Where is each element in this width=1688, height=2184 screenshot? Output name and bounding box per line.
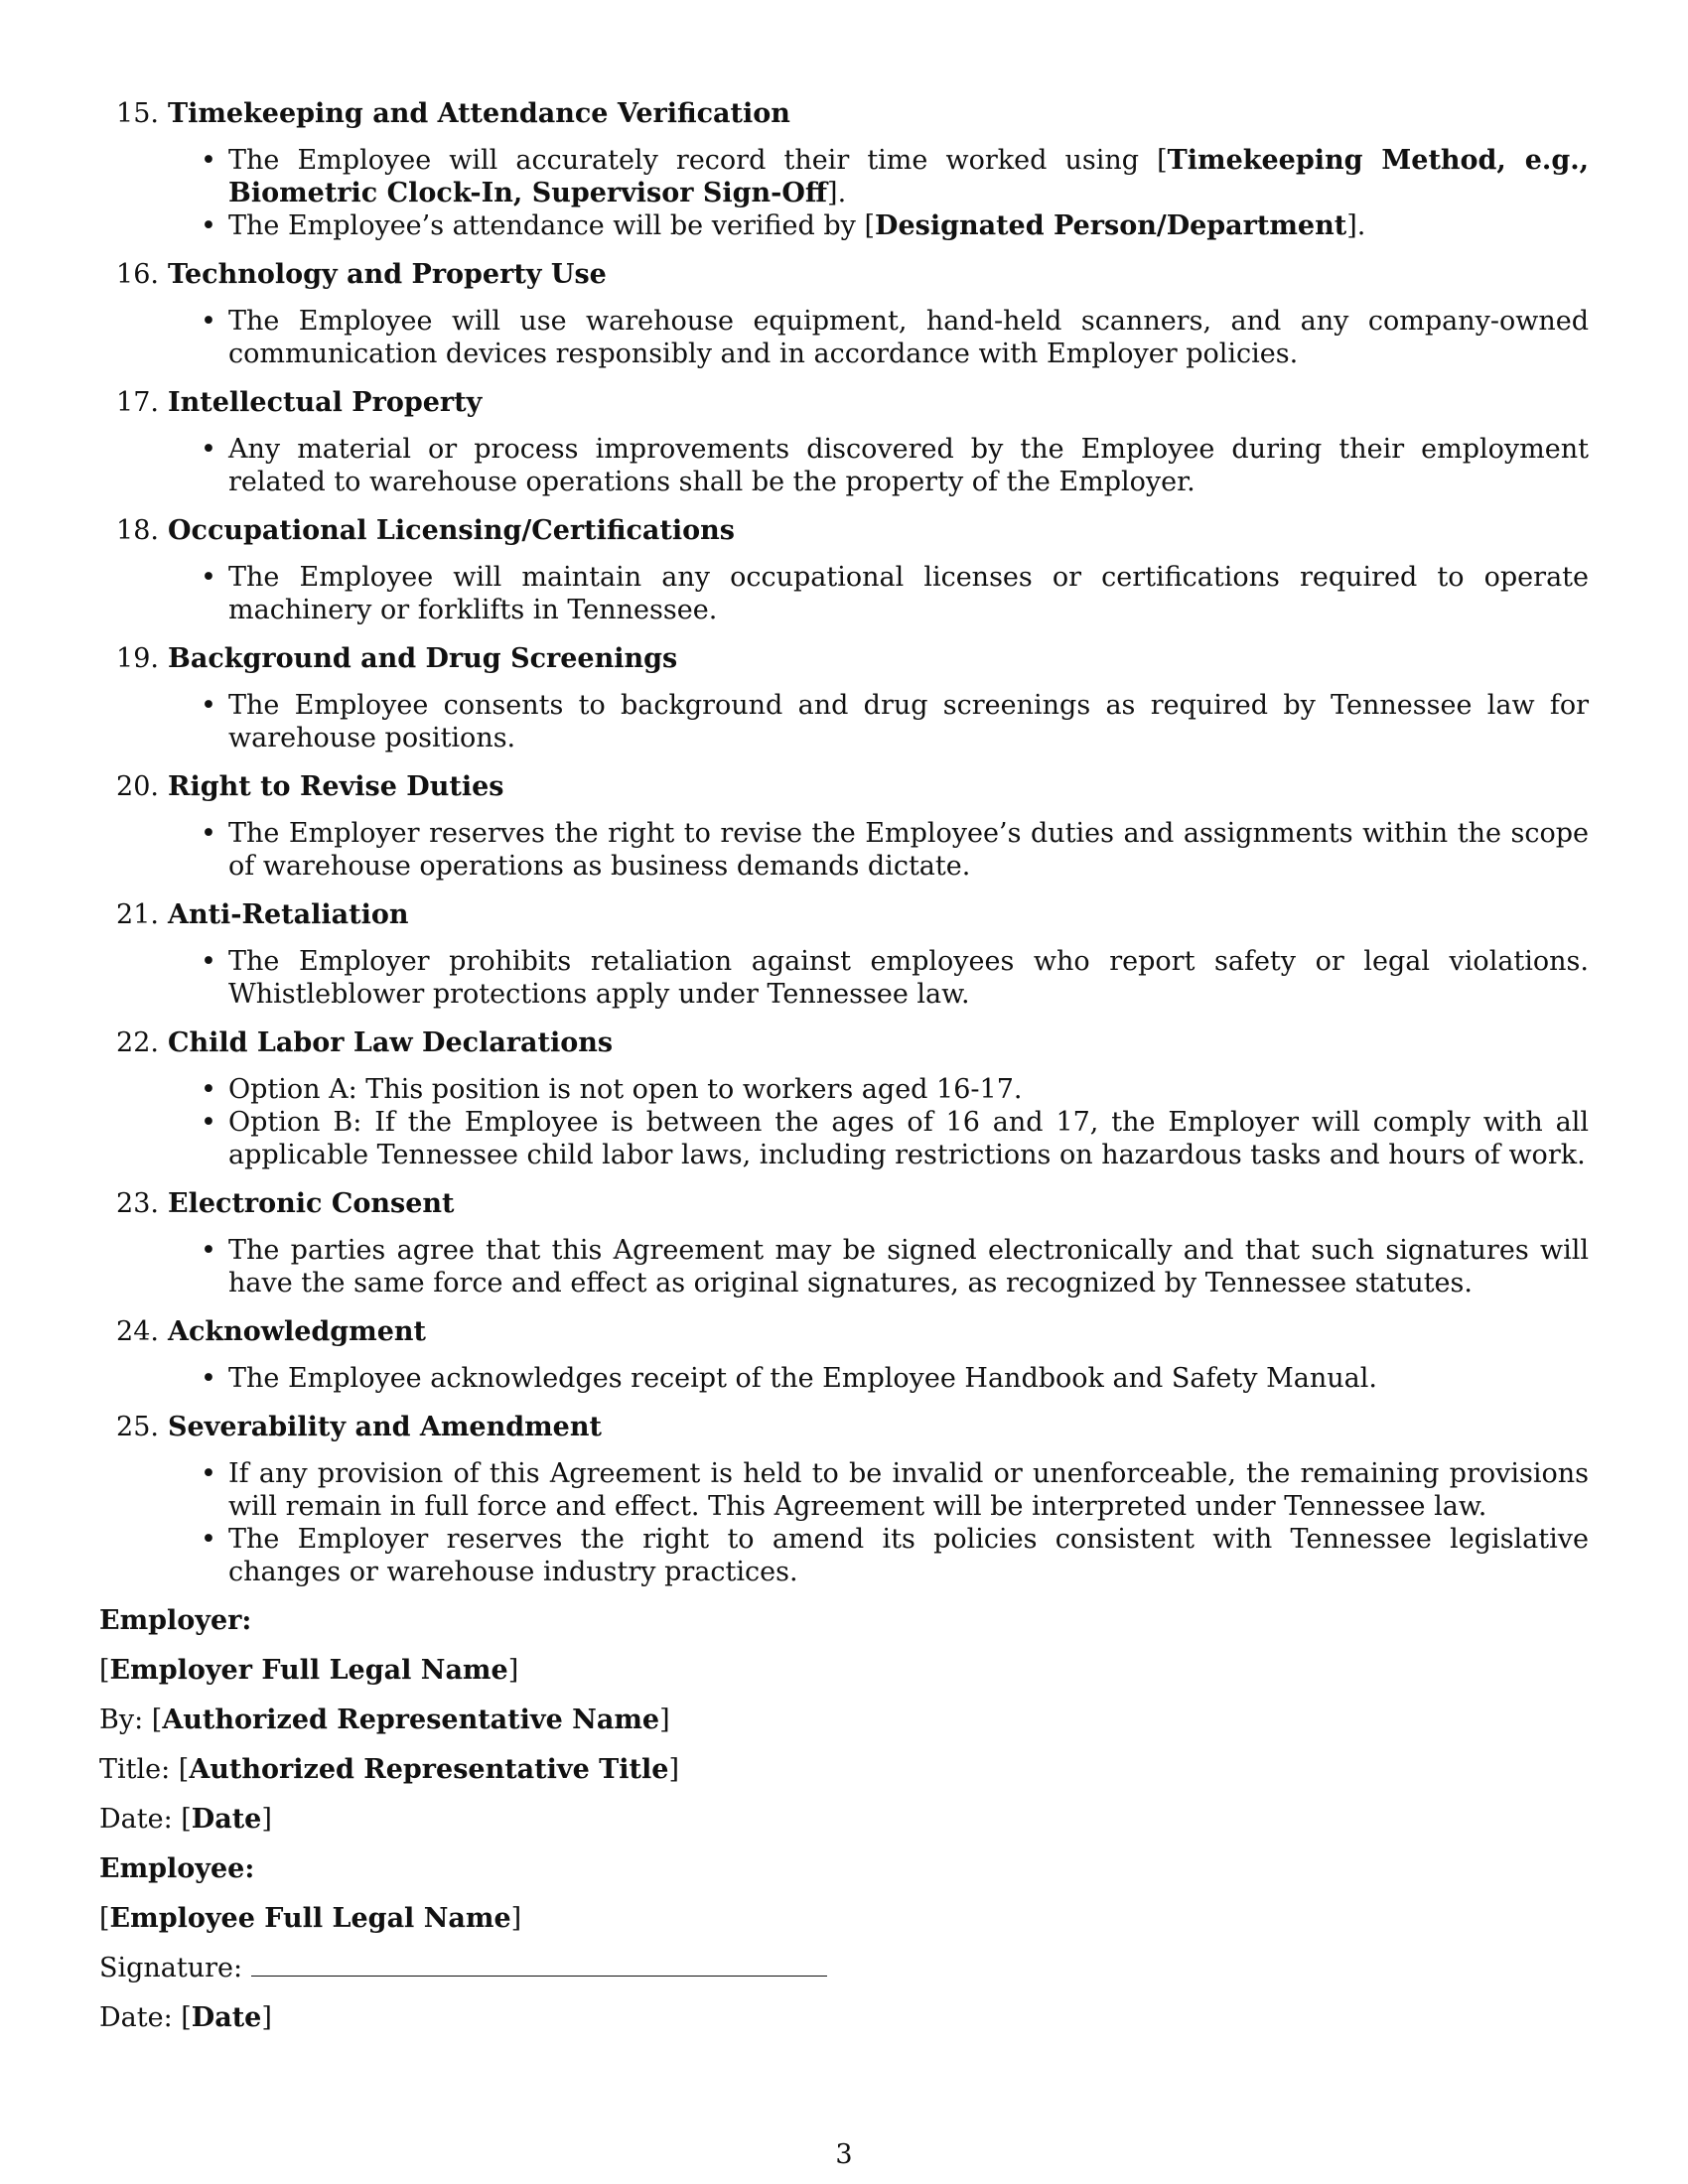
bullet-text: The Employee will maintain any occupational licenses or certifications required to operate machinery or forklifts in Tennessee. (228, 562, 1589, 625)
bullet-item (228, 1106, 1589, 1171)
section-heading (99, 642, 1589, 675)
bullet-placeholder: Designated Person/Department (875, 210, 1347, 241)
representative-title-line: Title: [Authorized Representative Title] (99, 1754, 679, 1785)
bullet-list (99, 433, 1589, 498)
bullet-item (228, 1073, 1589, 1106)
section-title: Severability and Amendment (168, 1412, 602, 1442)
bullet-list (99, 945, 1589, 1011)
bullet-text: If any provision of this Agreement is held to be invalid or unenforceable, the remaining provisions will remain in full force and effect. This Agreement will be interpreted under Tennessee law. (228, 1458, 1589, 1522)
section-title: Anti-Retaliation (168, 899, 409, 930)
bullet-item (228, 209, 1589, 242)
bullet-list (99, 1234, 1589, 1299)
section-heading (99, 258, 1589, 291)
section-number: 16. (116, 259, 159, 290)
section-number: 22. (116, 1027, 159, 1058)
section-item (99, 386, 1589, 498)
bullet-text: The Employer reserves the right to amend its policies consistent with Tennessee legislative changes or warehouse industry practices. (228, 1524, 1589, 1587)
bullet-item (228, 945, 1589, 1011)
section-number: 23. (116, 1188, 159, 1219)
section-title: Child Labor Law Declarations (168, 1027, 614, 1058)
document-body (99, 97, 1589, 2051)
bullet-text-end: ]. (827, 178, 847, 208)
section-number: 17. (116, 387, 159, 418)
representative-title-placeholder: Authorized Representative Title (189, 1754, 669, 1785)
employer-heading: Employer: (99, 1605, 252, 1636)
section-heading (99, 1315, 1589, 1348)
bullet-list (99, 305, 1589, 370)
employee-date-line: Date: [Date] (99, 2002, 272, 2033)
section-title: Acknowledgment (168, 1316, 427, 1347)
section-title: Background and Drug Screenings (168, 643, 678, 674)
section-title: Occupational Licensing/Certifications (168, 515, 735, 546)
section-title: Timekeeping and Attendance Verification (168, 98, 790, 129)
bullet-list (99, 1073, 1589, 1171)
section-number: 24. (116, 1316, 159, 1347)
section-number: 15. (116, 98, 159, 129)
section-title: Right to Revise Duties (168, 771, 504, 802)
bullet-list (99, 1362, 1589, 1395)
section-number: 21. (116, 899, 159, 930)
employer-name-placeholder: Employer Full Legal Name (109, 1655, 508, 1686)
bullet-list (99, 1457, 1589, 1588)
bullet-text: Option A: This position is not open to workers aged 16-17. (228, 1074, 1023, 1105)
bullet-item (228, 433, 1589, 498)
employee-name-placeholder: Employee Full Legal Name (109, 1903, 511, 1934)
section-item (99, 898, 1589, 1011)
representative-name-line: By: [Authorized Representative Name] (99, 1705, 670, 1735)
section-heading (99, 770, 1589, 803)
section-item (99, 1187, 1589, 1299)
bullet-text: The Employee will accurately record their time worked using [ (228, 145, 1168, 176)
section-heading (99, 1187, 1589, 1220)
employer-date-line: Date: [Date] (99, 1804, 272, 1835)
bullet-item (228, 305, 1589, 370)
section-item (99, 258, 1589, 370)
bullet-item (228, 561, 1589, 626)
section-heading (99, 898, 1589, 931)
employee-date-placeholder: Date (191, 2002, 262, 2033)
numbered-sections (99, 97, 1589, 1588)
section-number: 19. (116, 643, 159, 674)
bullet-item (228, 1234, 1589, 1299)
section-item (99, 770, 1589, 883)
bullet-text: The Employee will use warehouse equipment, hand-held scanners, and any company-owned communication devices responsibly and in accordance with Employer policies. (228, 306, 1589, 369)
bullet-text-end: ]. (1346, 210, 1366, 241)
section-title: Intellectual Property (168, 387, 483, 418)
bullet-item (228, 689, 1589, 754)
signature-blank-line[interactable] (251, 1954, 827, 1977)
section-heading (99, 1026, 1589, 1059)
section-item (99, 97, 1589, 242)
section-item (99, 514, 1589, 626)
section-number: 18. (116, 515, 159, 546)
bullet-text: Any material or process improvements discovered by the Employee during their employment related to warehouse operations shall be the property of the Employer. (228, 434, 1589, 497)
bullet-item (228, 1362, 1589, 1395)
signature-block (99, 1604, 1589, 2034)
bullet-text: The Employee’s attendance will be verified by [ (228, 210, 876, 241)
bullet-list (99, 561, 1589, 626)
section-item (99, 1026, 1589, 1171)
bullet-text: Option B: If the Employee is between the ages of 16 and 17, the Employer will comply with all applicable Tennessee child labor laws, including restrictions on hazardous tasks and hours of work. (228, 1107, 1589, 1170)
section-title: Electronic Consent (168, 1188, 455, 1219)
bullet-item (228, 1457, 1589, 1523)
bullet-text: The Employee consents to background and drug screenings as required by Tennessee law for warehouse positions. (228, 690, 1589, 753)
bullet-item (228, 817, 1589, 883)
bullet-item (228, 144, 1589, 209)
section-heading (99, 1411, 1589, 1443)
employee-signature-line: Signature: (99, 1952, 1589, 1984)
employer-name-line: [Employer Full Legal Name] (99, 1655, 519, 1686)
section-heading (99, 514, 1589, 547)
bullet-text: The parties agree that this Agreement may be signed electronically and that such signatures will have the same force and effect as original signatures, as recognized by Tennessee statutes. (228, 1235, 1589, 1298)
bullet-list (99, 689, 1589, 754)
bullet-item (228, 1523, 1589, 1588)
section-title: Technology and Property Use (168, 259, 607, 290)
bullet-placeholder: Timekeeping Method, e.g., Biometric Clock-In, Supervisor Sign-Off (228, 145, 1589, 208)
bullet-list (99, 144, 1589, 242)
section-number: 25. (116, 1412, 159, 1442)
bullet-text: The Employer prohibits retaliation against employees who report safety or legal violations. Whistleblower protections apply under Tennessee law. (228, 946, 1589, 1010)
representative-name-placeholder: Authorized Representative Name (162, 1705, 660, 1735)
employee-heading: Employee: (99, 1853, 255, 1884)
page-number: 3 (835, 2139, 853, 2170)
employee-name-line: [Employee Full Legal Name] (99, 1903, 522, 1934)
section-heading (99, 97, 1589, 130)
bullet-list (99, 817, 1589, 883)
section-item (99, 1411, 1589, 1588)
bullet-text: The Employee acknowledges receipt of the Employee Handbook and Safety Manual. (228, 1363, 1377, 1394)
section-number: 20. (116, 771, 159, 802)
bullet-text: The Employer reserves the right to revise the Employee’s duties and assignments within the scope of warehouse operations as business demands dictate. (228, 818, 1589, 882)
section-item (99, 642, 1589, 754)
employer-date-placeholder: Date (191, 1804, 262, 1835)
section-heading (99, 386, 1589, 419)
section-item (99, 1315, 1589, 1395)
